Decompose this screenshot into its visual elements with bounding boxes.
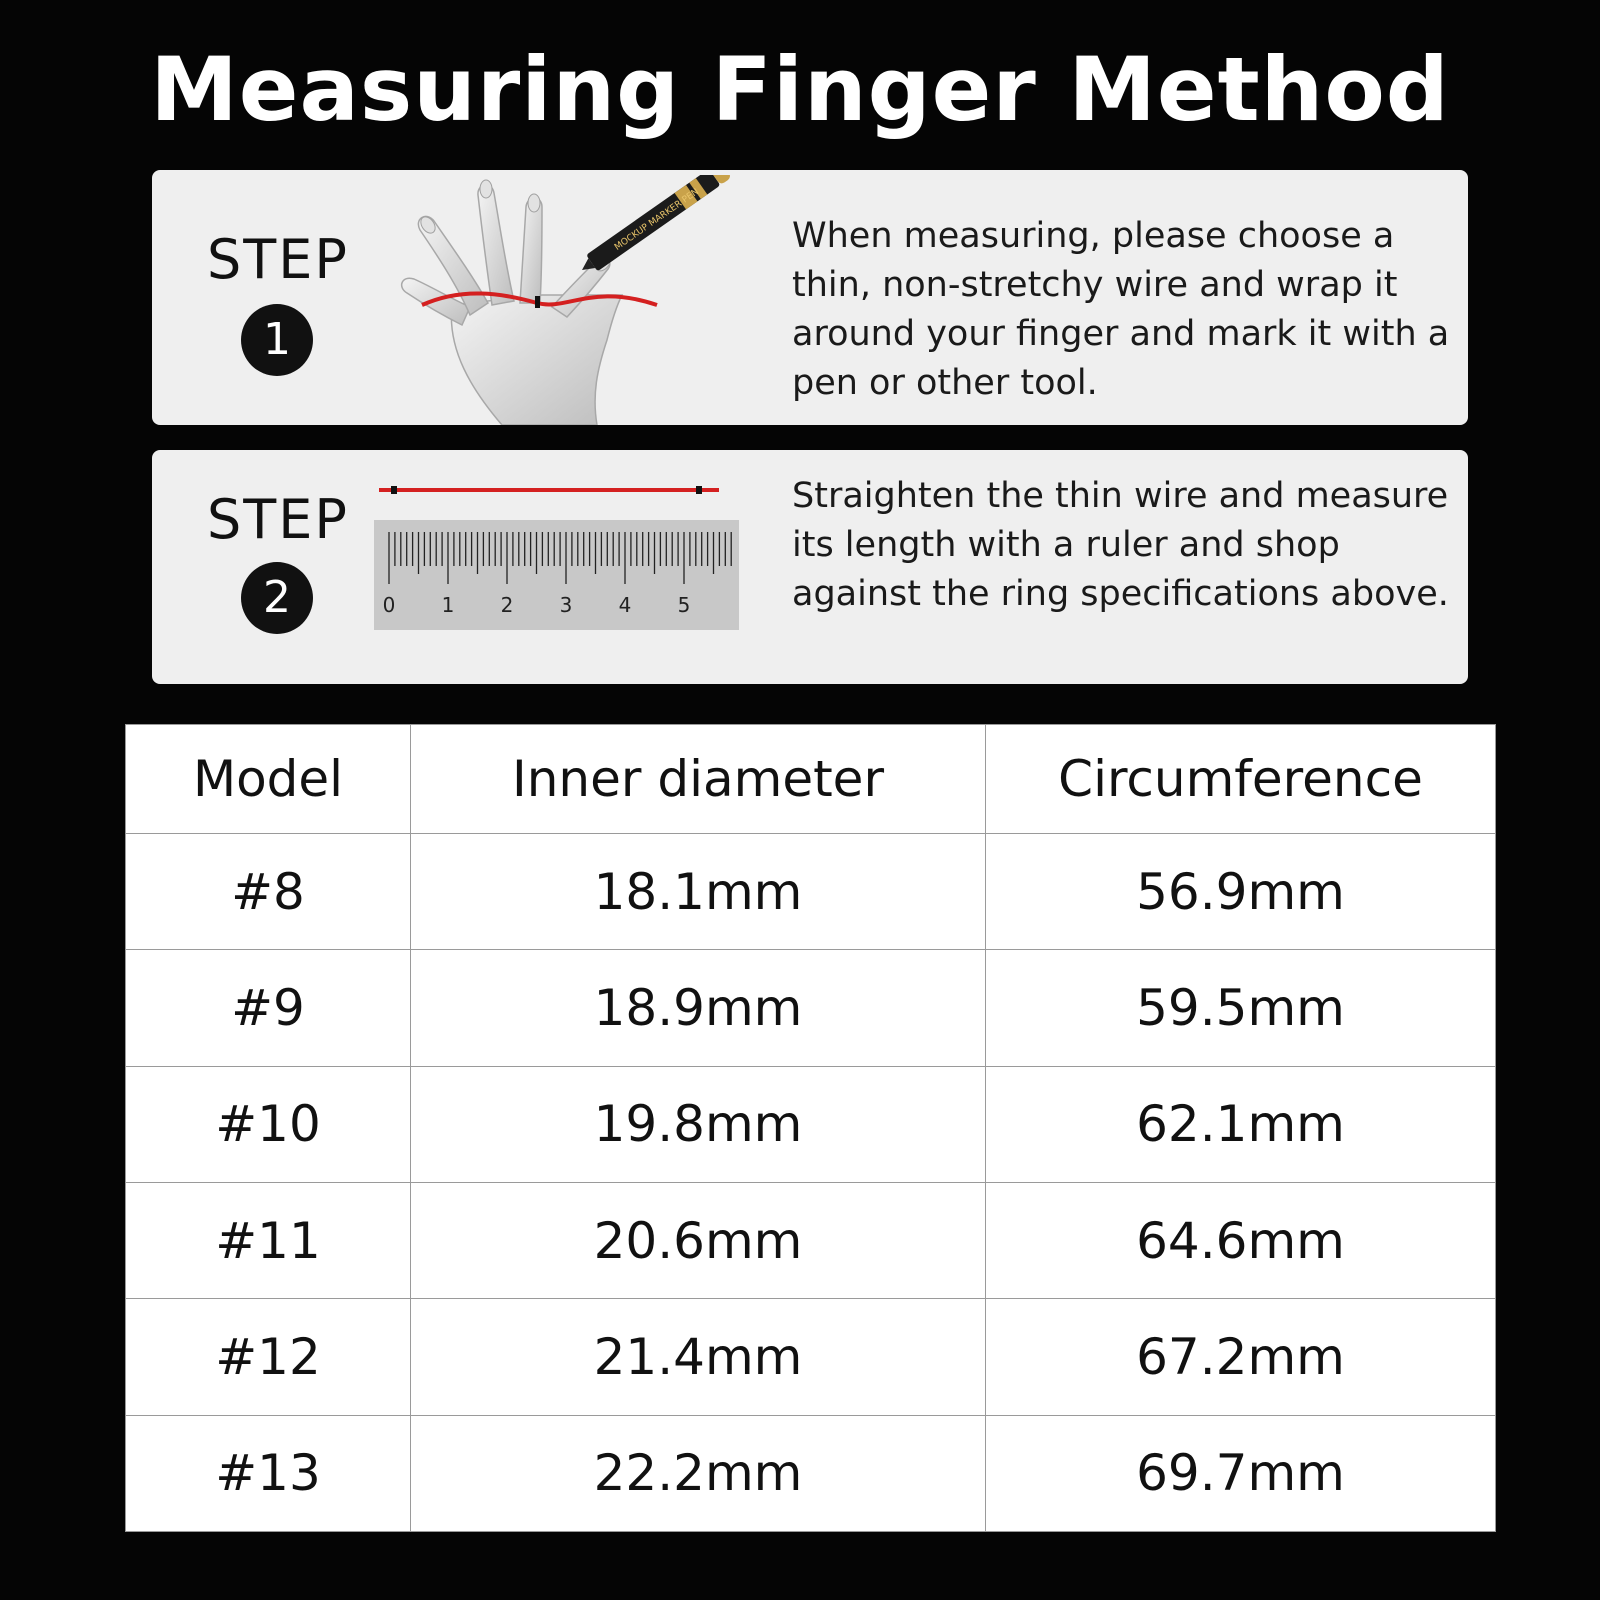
ruler-tick-label: 3 — [559, 593, 573, 617]
cell-model: #9 — [126, 950, 411, 1066]
ruler-tick-label: 5 — [677, 593, 691, 617]
step-1-label: STEP — [207, 228, 349, 291]
step-2-card — [152, 450, 1468, 684]
cell-model: #13 — [126, 1415, 411, 1531]
cell-inner-diameter: 22.2mm — [411, 1415, 986, 1531]
marker-pen-icon — [576, 175, 732, 278]
step-2-label: STEP — [207, 488, 349, 551]
cell-circumference: 69.7mm — [986, 1415, 1496, 1531]
hand-icon — [402, 185, 622, 425]
step-1-text: When measuring, please choose a thin, non-stretchy wire and wrap it around your finger and mark it with a pen or other tool. — [792, 216, 1450, 403]
cell-circumference: 56.9mm — [986, 834, 1496, 950]
step-1-number: 1 — [241, 304, 313, 376]
ruler-tick-label: 2 — [500, 593, 514, 617]
cell-model: #8 — [126, 834, 411, 950]
step-2-number: 2 — [241, 562, 313, 634]
table-row — [126, 834, 1496, 950]
cell-inner-diameter: 20.6mm — [411, 1182, 986, 1298]
table-row — [126, 1066, 1496, 1182]
step-2-text: Straighten the thin wire and measure its length with a ruler and shop against the ring specifications above. — [792, 476, 1449, 614]
ruler-tick-label: 1 — [441, 593, 455, 617]
ruler-tick-label: 4 — [618, 593, 632, 617]
cell-circumference: 64.6mm — [986, 1182, 1496, 1298]
cell-inner-diameter: 18.9mm — [411, 950, 986, 1066]
page-title: Measuring Finger Method — [150, 38, 1450, 141]
cell-inner-diameter: 18.1mm — [411, 834, 986, 950]
ruler-tick-label: 0 — [382, 593, 396, 617]
size-table-grid — [125, 724, 1496, 1532]
table-row — [126, 1415, 1496, 1531]
cell-circumference: 62.1mm — [986, 1066, 1496, 1182]
header-model: Model — [126, 725, 411, 834]
cell-model: #12 — [126, 1299, 411, 1415]
wire-mark-left — [391, 486, 397, 494]
cell-inner-diameter: 19.8mm — [411, 1066, 986, 1182]
header-inner-diameter: Inner diameter — [411, 725, 986, 834]
cell-inner-diameter: 21.4mm — [411, 1299, 986, 1415]
cell-circumference: 67.2mm — [986, 1299, 1496, 1415]
ruler-wire-illustration — [374, 480, 754, 650]
table-row — [126, 950, 1496, 1066]
hand-wrap-wire-illustration — [392, 175, 752, 425]
wire-mark — [535, 296, 540, 308]
cell-model: #11 — [126, 1182, 411, 1298]
cell-circumference: 59.5mm — [986, 950, 1496, 1066]
size-table — [125, 724, 1495, 1532]
pen-label: MOCKUP MARKER PEN — [613, 187, 702, 253]
table-row — [126, 1182, 1496, 1298]
step-1-card — [152, 170, 1468, 425]
cell-model: #10 — [126, 1066, 411, 1182]
header-circumference: Circumference — [986, 725, 1496, 834]
table-header-row — [126, 725, 1496, 834]
table-row — [126, 1299, 1496, 1415]
wire-mark-right — [696, 486, 702, 494]
